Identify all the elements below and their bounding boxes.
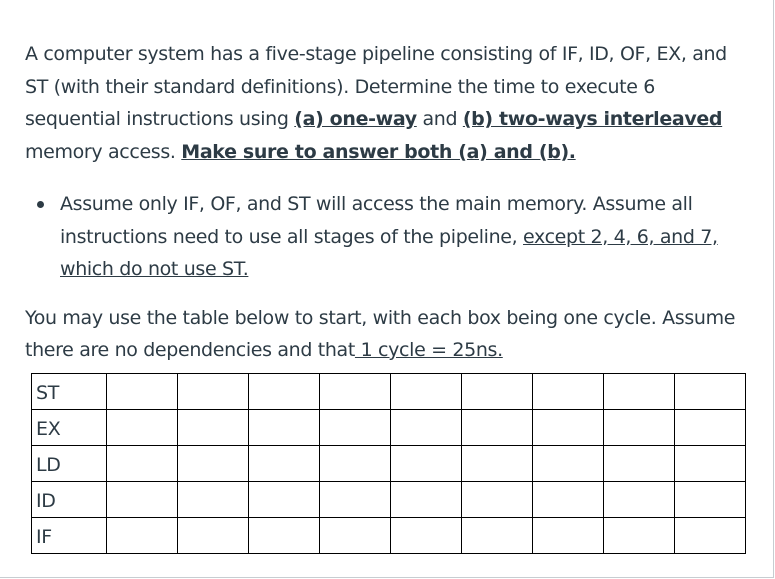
cycle-cell[interactable] [533, 482, 604, 518]
assumptions-list [25, 188, 755, 286]
stage-label [32, 482, 107, 518]
cycle-cell[interactable] [391, 482, 462, 518]
stage-label-text: ST [36, 381, 60, 404]
cycle-cell[interactable] [320, 410, 391, 446]
intro-text: A computer system has a five-stage pipeline consisting of IF, ID, OF, EX, and ST (with their standard definitions). Determine the time to execute 6 sequential instructions using [25, 43, 727, 130]
cycle-cell[interactable] [462, 518, 533, 554]
pipeline-row-ld [32, 446, 746, 482]
cycle-cell[interactable] [462, 374, 533, 410]
stage-label-text: IF [36, 525, 52, 548]
memory-access-text: memory access. [25, 140, 182, 163]
cycle-cell[interactable] [249, 446, 320, 482]
cycle-cell[interactable] [107, 518, 178, 554]
cycle-cell[interactable] [320, 482, 391, 518]
cycle-cell[interactable] [675, 446, 746, 482]
cycle-cell[interactable] [604, 410, 675, 446]
stage-label [32, 518, 107, 554]
part-b-label: (b) two-ways interleaved [462, 108, 723, 130]
assumption-item [60, 188, 755, 286]
cycle-cell[interactable] [249, 410, 320, 446]
cycle-cell[interactable] [178, 518, 249, 554]
cycle-cell[interactable] [391, 410, 462, 446]
cycle-cell[interactable] [533, 410, 604, 446]
table-instructions: You may use the table below to start, with each box being one cycle. Assume there are no dependencies and that [25, 306, 736, 361]
cycle-cell[interactable] [178, 446, 249, 482]
cycle-cell[interactable] [533, 518, 604, 554]
cycle-cell[interactable] [178, 374, 249, 410]
cycle-cell[interactable] [107, 410, 178, 446]
stage-label-text: LD [36, 453, 61, 476]
cycle-cell[interactable] [178, 482, 249, 518]
cycle-time-note: 1 cycle = 25ns. [354, 339, 503, 361]
answer-both-note: Make sure to answer both (a) and (b). [181, 140, 576, 163]
pipeline-row-st [32, 374, 746, 410]
cycle-cell[interactable] [462, 446, 533, 482]
exception-note: except 2, 4, 6, and 7, which do not use ST. [60, 225, 718, 280]
question-paragraph-1 [25, 38, 755, 168]
cycle-cell[interactable] [462, 482, 533, 518]
cycle-cell[interactable] [604, 374, 675, 410]
part-a-label: (a) one-way [294, 108, 417, 130]
pipeline-row-id [32, 482, 746, 518]
cycle-cell[interactable] [604, 446, 675, 482]
cycle-cell[interactable] [675, 482, 746, 518]
cycle-cell[interactable] [675, 374, 746, 410]
stage-label [32, 374, 107, 410]
cycle-cell[interactable] [604, 518, 675, 554]
cycle-cell[interactable] [675, 410, 746, 446]
cycle-cell[interactable] [320, 446, 391, 482]
cycle-cell[interactable] [391, 518, 462, 554]
cycle-cell[interactable] [320, 374, 391, 410]
cycle-cell[interactable] [391, 374, 462, 410]
cycle-cell[interactable] [391, 446, 462, 482]
cycle-cell[interactable] [178, 410, 249, 446]
cycle-cell[interactable] [249, 518, 320, 554]
cycle-cell[interactable] [320, 518, 391, 554]
cycle-cell[interactable] [533, 446, 604, 482]
cycle-cell[interactable] [604, 482, 675, 518]
cycle-cell[interactable] [249, 374, 320, 410]
cycle-cell[interactable] [462, 410, 533, 446]
cycle-cell[interactable] [107, 374, 178, 410]
stage-label-text: EX [36, 417, 61, 440]
stage-label [32, 446, 107, 482]
and-text: and [416, 108, 463, 130]
cycle-cell[interactable] [675, 518, 746, 554]
stage-label-text: ID [36, 489, 56, 512]
stage-label [32, 410, 107, 446]
cycle-cell[interactable] [533, 374, 604, 410]
cycle-cell[interactable] [249, 482, 320, 518]
question-body [25, 38, 755, 367]
pipeline-row-if [32, 518, 746, 554]
cycle-cell[interactable] [107, 482, 178, 518]
question-paragraph-2 [25, 302, 755, 367]
pipeline-row-ex [32, 410, 746, 446]
pipeline-table [31, 373, 746, 554]
assumption-text: Assume only IF, OF, and ST will access the main memory. Assume all instructions need to use all stages of the pipeline, [60, 193, 693, 248]
cycle-cell[interactable] [107, 446, 178, 482]
